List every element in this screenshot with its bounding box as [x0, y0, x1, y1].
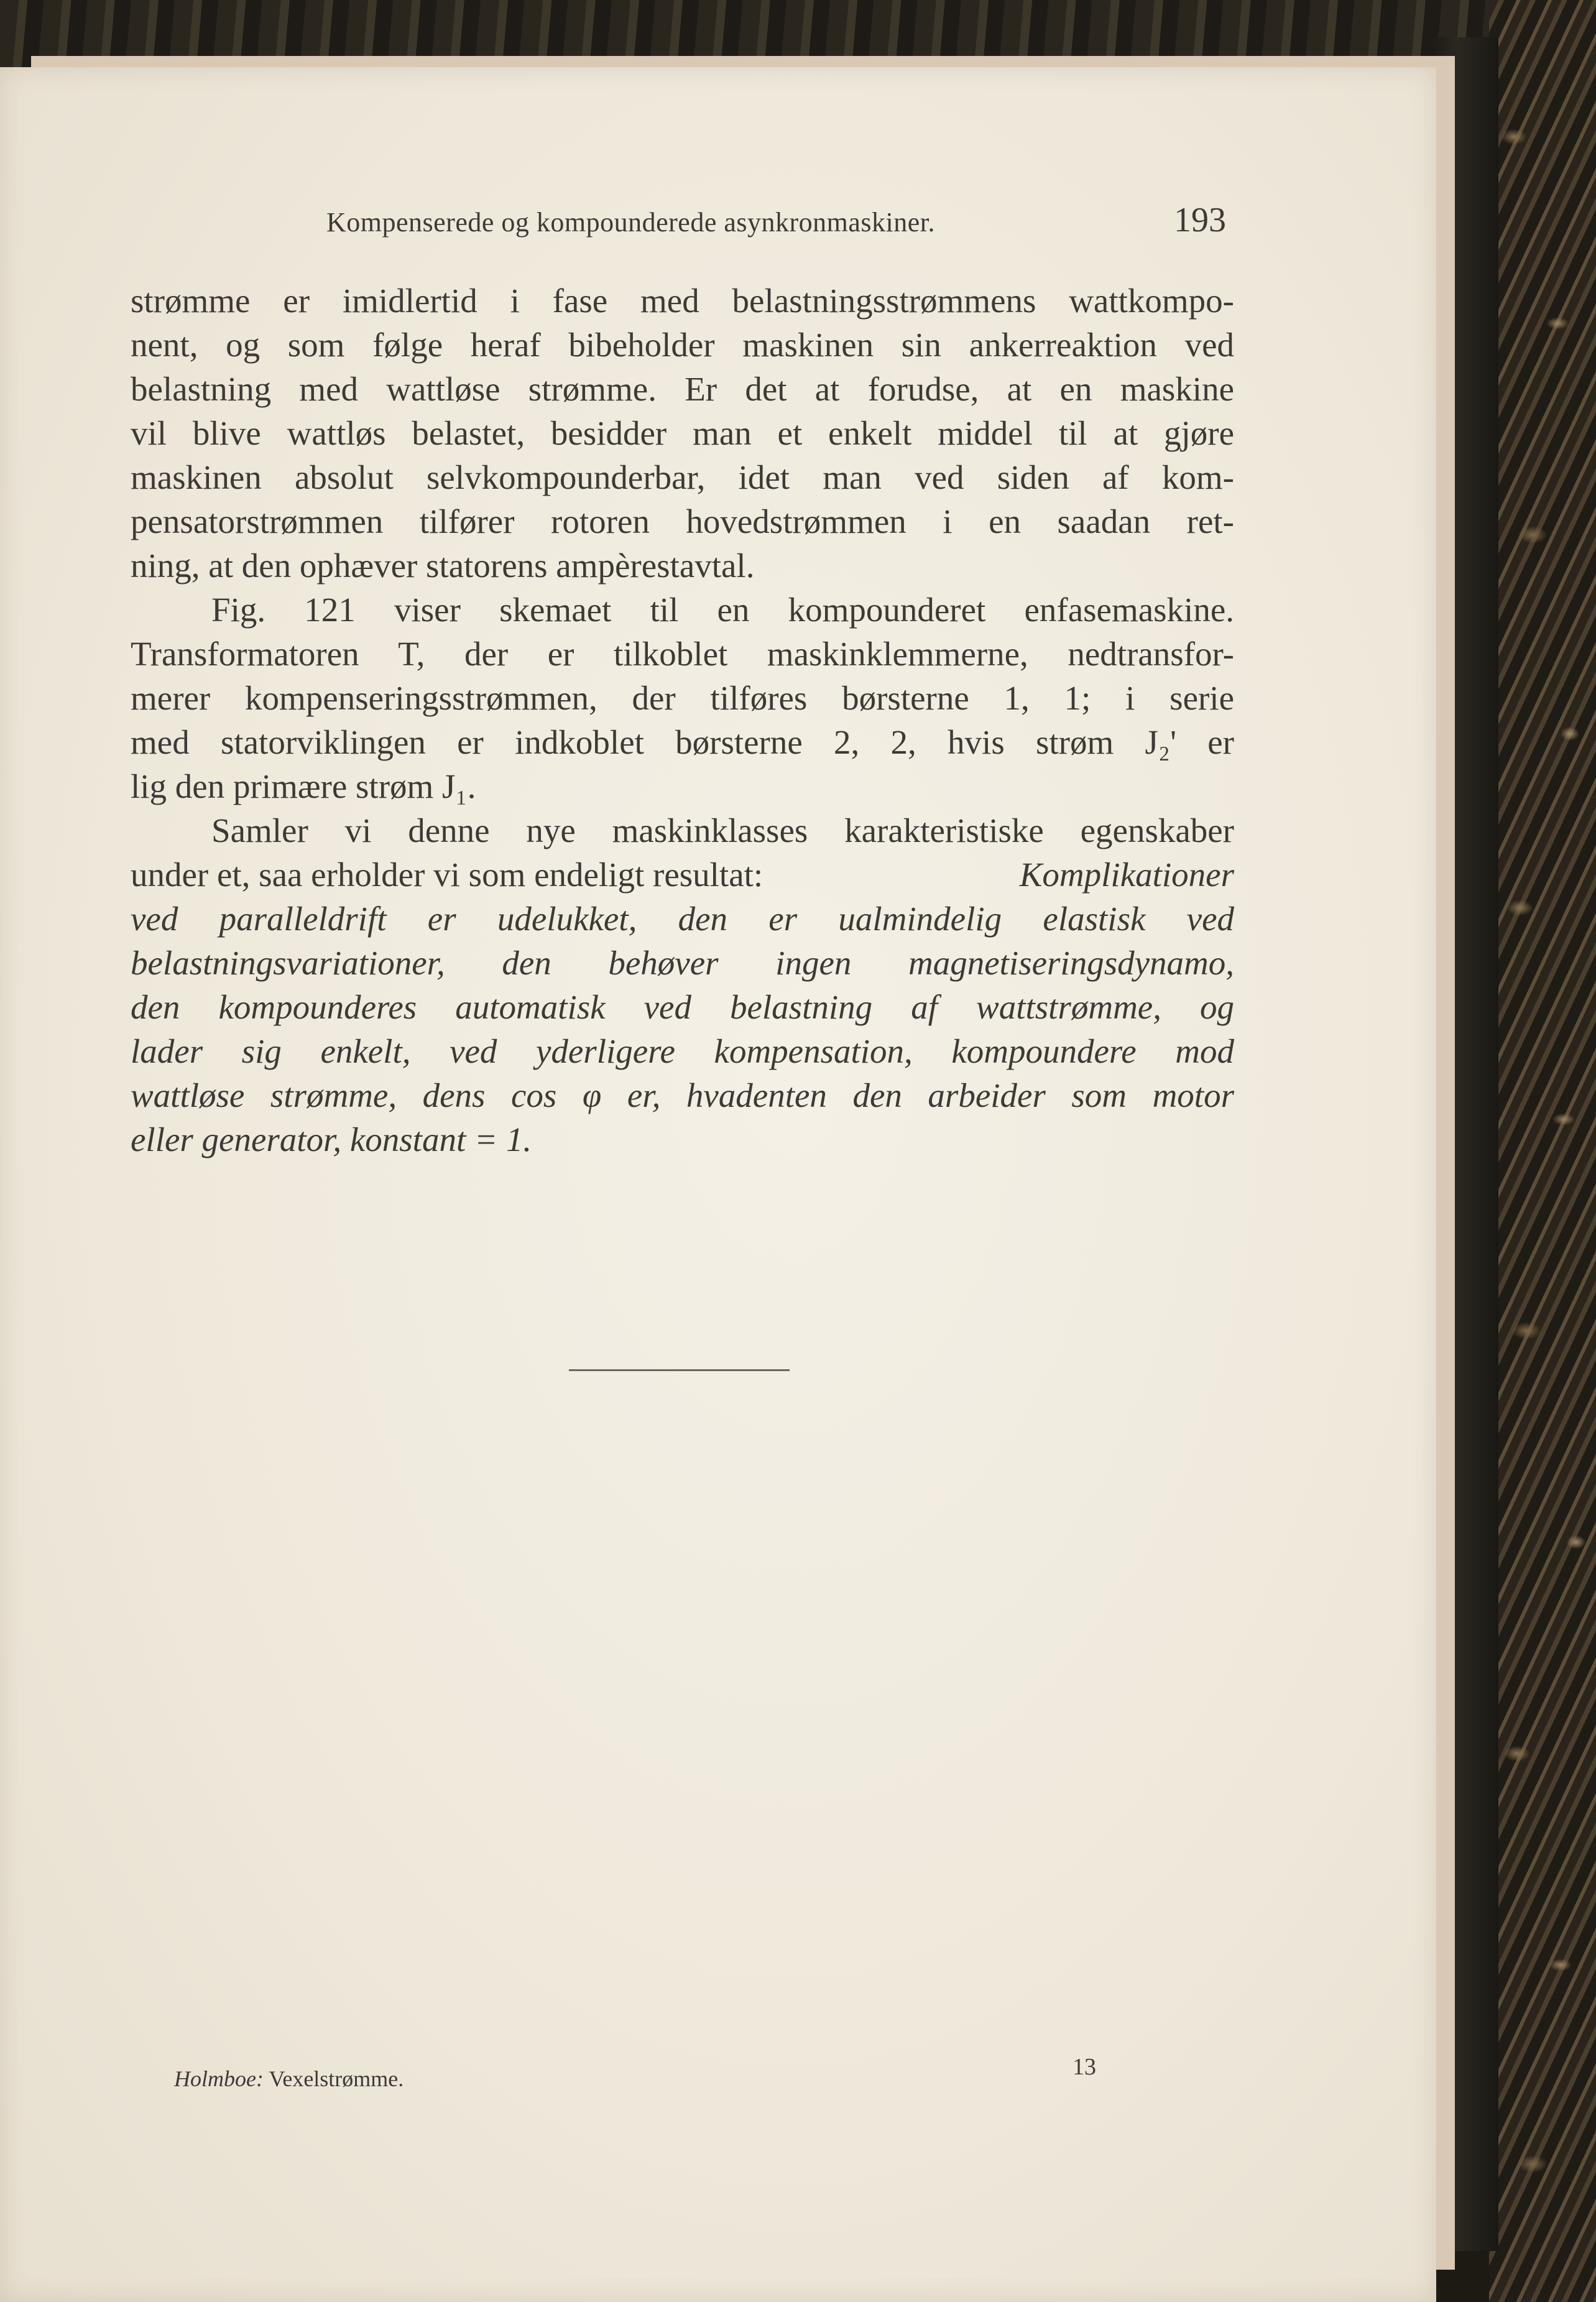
body-line: ved paralleldrift er udelukket, den er ualmindelig elastisk ved [131, 900, 1234, 938]
body-line-roman-part: under et, saa erholder vi som endeligt resultat: [131, 856, 763, 894]
body-line: Transformatoren T, der er tilkoblet maskinklemmerne, nedtransfor- [131, 635, 1234, 673]
body-line: wattløse strømme, dens cos φ er, hvadenten den arbeider som motor [131, 1076, 1234, 1114]
body-line: belastningsvariationer, den behøver ingen magnetiseringsdynamo, [131, 944, 1234, 982]
body-line: belastning med wattløse strømme. Er det at forudse, at en maskine [131, 370, 1234, 408]
body-line-mixed [131, 857, 1234, 892]
body-line: lader sig enkelt, ved yderligere kompensation, kompoundere mod [131, 1032, 1234, 1070]
body-line: lig den primære strøm J₁. [131, 767, 476, 805]
body-line: vil blive wattløs belastet, besidder man et enkelt middel til at gjøre [131, 414, 1234, 452]
body-line: eller generator, konstant = 1. [131, 1121, 532, 1158]
footer-signature-mark: 13 [1072, 2054, 1096, 2080]
body-line: maskinen absolut selvkompounderbar, idet man ved siden af kom- [131, 458, 1234, 496]
body-line: pensatorstrømmen tilfører rotoren hovedstrømmen i en saadan ret- [131, 502, 1234, 540]
body-line: den kompounderes automatisk ved belastning af wattstrømme, og [131, 988, 1234, 1026]
body-line: Fig. 121 viser skemaet til en kompounderet enfasemaskine. [211, 591, 1234, 629]
body-line: merer kompenseringsstrømmen, der tilføres børsterne 1, 1; i serie [131, 679, 1234, 717]
body-line: Samler vi denne nye maskinklasses karakteristiske egenskaber [211, 811, 1234, 849]
body-line: nent, og som følge heraf bibeholder maskinen sin ankerreaktion ved [131, 326, 1234, 364]
running-header-title: Kompenserede og kompounderede asynkronmaskiner. [326, 207, 936, 238]
body-line-italic-part: Komplikationer [1019, 856, 1234, 894]
body-line: med statorviklingen er indkoblet børsterne 2, 2, hvis strøm J₂' er [131, 723, 1234, 761]
footer-book-title [174, 2066, 404, 2092]
footer-author: Holmboe: [174, 2066, 264, 2091]
footer-book: Vexelstrømme. [269, 2066, 404, 2091]
section-end-rule [569, 1369, 790, 1371]
marbled-book-edge [1489, 0, 1596, 2302]
body-line: ning, at den ophæver statorens ampèrestavtal. [131, 547, 755, 585]
page-number: 193 [1174, 201, 1226, 239]
body-line: strømme er imidlertid i fase med belastningsstrømmens wattkompo- [131, 282, 1234, 320]
